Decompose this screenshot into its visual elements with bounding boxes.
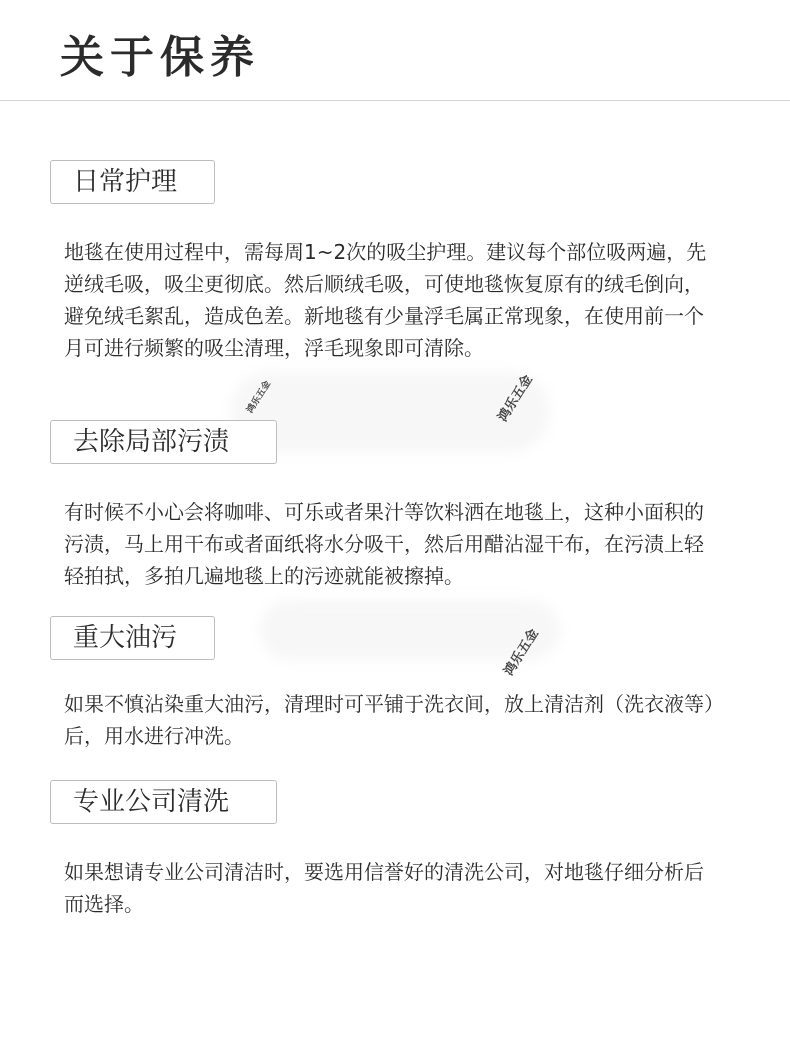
section-body-local-stain: 有时候不小心会将咖啡、可乐或者果汁等饮料洒在地毯上，这种小面积的污渍，马上用干布或者面纸将水分吸干，然后用醋沾湿干布，在污渍上轻轻拍拭，多拍几遍地毯上的污迹就能被擦掉。 — [64, 500, 704, 588]
section-label-professional-cleaning: 专业公司清洗 — [50, 780, 277, 824]
watermark: 鸿乐五金 — [245, 379, 274, 416]
page-title: 关于保养 — [60, 32, 260, 83]
section-label-heavy-oil: 重大油污 — [50, 616, 215, 660]
section-label-local-stain: 去除局部污渍 — [50, 420, 277, 464]
section-body-daily-care: 地毯在使用过程中，需每周1~2次的吸尘护理。建议每个部位吸两遍，先逆绒毛吸，吸尘更彻底。然后顺绒毛吸，可使地毯恢复原有的绒毛倒向，避免绒毛絮乱，造成色差。新地毯有少量浮毛属正常现象，在使用前一个月可进行频繁的吸尘清理，浮毛现象即可清除。 — [64, 240, 707, 360]
page-header — [0, 0, 790, 101]
watermark: 鸿乐五金 — [501, 626, 542, 679]
section-label-daily-care: 日常护理 — [50, 160, 215, 204]
section-body-heavy-oil: 如果不慎沾染重大油污，清理时可平铺于洗衣间，放上清洁剂（洗衣液等）后，用水进行冲洗。 — [64, 692, 714, 748]
watermark: 鸿乐五金 — [495, 372, 536, 425]
section-body-professional-cleaning: 如果想请专业公司清洁时，要选用信誉好的清洗公司，对地毯仔细分析后而选择。 — [64, 860, 704, 916]
